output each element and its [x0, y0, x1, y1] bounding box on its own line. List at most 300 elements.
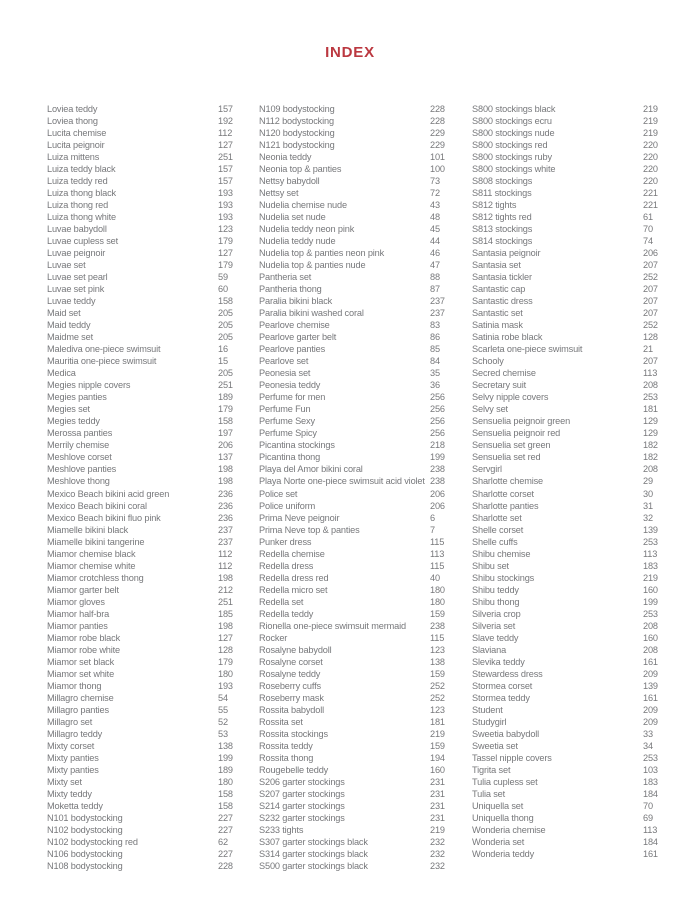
entry-label: Stormea corset — [472, 680, 533, 691]
entry-label: Redella chemise — [259, 548, 325, 559]
entry-page-number: 179 — [218, 656, 233, 667]
entry-label: Millagro chemise — [47, 692, 114, 703]
index-entry — [259, 439, 464, 451]
entry-page-number: 238 — [430, 464, 445, 475]
entry-label: Shibu thong — [472, 596, 520, 607]
entry-page-number: 115 — [430, 536, 445, 547]
entry-page-number: 256 — [430, 404, 445, 415]
index-entry — [472, 427, 677, 439]
index-column-3 — [472, 103, 677, 860]
index-entry — [259, 235, 464, 247]
entry-label: Picantina thong — [259, 452, 321, 463]
index-entry — [259, 463, 464, 475]
index-entry — [259, 764, 464, 776]
entry-label: Santasia tickler — [472, 272, 532, 283]
entry-page-number: 115 — [430, 632, 445, 643]
index-entry — [47, 259, 252, 271]
index-entry — [259, 848, 464, 860]
index-entry — [259, 824, 464, 836]
entry-label: Miamor panties — [47, 620, 108, 631]
entry-label: Rossita teddy — [259, 740, 313, 751]
entry-label: Nudelia top & panties nude — [259, 260, 366, 271]
entry-label: Scarleta one-piece swimsuit — [472, 344, 583, 355]
index-entry — [472, 668, 677, 680]
entry-page-number: 220 — [643, 140, 658, 151]
entry-label: Megies set — [47, 404, 90, 415]
entry-label: S808 stockings — [472, 176, 533, 187]
entry-page-number: 85 — [430, 344, 440, 355]
entry-label: Police set — [259, 488, 298, 499]
entry-label: S800 stockings nude — [472, 128, 555, 139]
entry-page-number: 48 — [430, 212, 440, 223]
index-entry — [472, 463, 677, 475]
entry-page-number: 138 — [430, 656, 445, 667]
index-entry — [47, 307, 252, 319]
entry-label: Shelle cuffs — [472, 536, 518, 547]
index-entry — [47, 163, 252, 175]
entry-page-number: 139 — [643, 680, 658, 691]
entry-label: Sensuelia peignoir green — [472, 416, 571, 427]
entry-label: Tassel nipple covers — [472, 752, 552, 763]
index-entry — [47, 716, 252, 728]
index-entry — [472, 103, 677, 115]
entry-page-number: 55 — [218, 704, 228, 715]
index-entry — [472, 439, 677, 451]
index-entry — [472, 151, 677, 163]
index-entry — [47, 415, 252, 427]
entry-page-number: 21 — [643, 344, 653, 355]
entry-label: Playa Norte one-piece swimsuit acid violet — [259, 476, 425, 487]
entry-label: Perfume Spicy — [259, 428, 317, 439]
entry-label: Satinia robe black — [472, 332, 543, 343]
entry-label: Uniquella thong — [472, 812, 534, 823]
entry-label: Luvae babydoll — [47, 224, 107, 235]
entry-page-number: 101 — [430, 152, 445, 163]
entry-page-number: 160 — [643, 632, 658, 643]
entry-page-number: 199 — [218, 752, 233, 763]
entry-page-number: 113 — [643, 368, 658, 379]
index-entry — [259, 776, 464, 788]
entry-label: Sharlotte chemise — [472, 476, 543, 487]
index-entry — [259, 307, 464, 319]
page-title: INDEX — [325, 44, 375, 61]
entry-page-number: 206 — [430, 488, 445, 499]
index-entry — [47, 463, 252, 475]
entry-label: Medica — [47, 368, 76, 379]
index-entry — [472, 704, 677, 716]
index-entry — [259, 644, 464, 656]
index-entry — [472, 247, 677, 259]
index-entry — [472, 560, 677, 572]
index-entry — [47, 740, 252, 752]
entry-label: Paralia bikini washed coral — [259, 308, 364, 319]
entry-label: Rosalyne teddy — [259, 668, 321, 679]
entry-page-number: 194 — [430, 752, 445, 763]
entry-page-number: 158 — [218, 800, 233, 811]
index-entry — [47, 620, 252, 632]
index-entry — [259, 175, 464, 187]
index-entry — [47, 355, 252, 367]
entry-label: Loviea teddy — [47, 104, 98, 114]
index-entry — [47, 199, 252, 211]
entry-label: Redella teddy — [259, 608, 314, 619]
entry-label: Neonia top & panties — [259, 164, 342, 175]
index-entry — [47, 500, 252, 512]
entry-label: S800 stockings black — [472, 104, 556, 114]
entry-label: Secred chemise — [472, 368, 536, 379]
entry-page-number: 205 — [218, 320, 233, 331]
entry-label: Miamor robe white — [47, 644, 121, 655]
entry-label: Pearlove chemise — [259, 320, 330, 331]
index-column-1 — [47, 103, 252, 872]
index-entry — [47, 728, 252, 740]
entry-label: Luvae set pearl — [47, 272, 108, 283]
entry-page-number: 128 — [643, 332, 658, 343]
index-entry — [47, 127, 252, 139]
entry-page-number: 35 — [430, 368, 440, 379]
index-entry — [47, 668, 252, 680]
entry-page-number: 205 — [218, 368, 233, 379]
entry-label: Luvae set — [47, 260, 86, 271]
entry-page-number: 253 — [643, 392, 658, 403]
entry-page-number: 179 — [218, 404, 233, 415]
entry-page-number: 256 — [430, 416, 445, 427]
entry-label: Miamor set black — [47, 656, 115, 667]
index-entry — [259, 139, 464, 151]
entry-label: Millagro teddy — [47, 728, 103, 739]
index-entry — [47, 223, 252, 235]
entry-label: Prima Neve top & panties — [259, 524, 360, 535]
entry-label: Shibu set — [472, 560, 509, 571]
index-entry — [47, 596, 252, 608]
index-entry — [47, 536, 252, 548]
index-entry — [472, 788, 677, 800]
entry-page-number: 193 — [218, 200, 233, 211]
entry-page-number: 229 — [430, 128, 445, 139]
entry-label: Roseberry cuffs — [259, 680, 321, 691]
entry-page-number: 182 — [643, 452, 658, 463]
entry-label: Slevika teddy — [472, 656, 525, 667]
index-entry — [259, 512, 464, 524]
entry-page-number: 208 — [643, 380, 658, 391]
entry-label: Mauritia one-piece swimsuit — [47, 356, 157, 367]
index-entry — [472, 211, 677, 223]
entry-page-number: 198 — [218, 464, 233, 475]
entry-label: Redella micro set — [259, 584, 328, 595]
entry-page-number: 253 — [643, 536, 658, 547]
entry-label: Rosalyne corset — [259, 656, 323, 667]
entry-page-number: 159 — [430, 668, 445, 679]
index-entry — [259, 355, 464, 367]
entry-page-number: 208 — [643, 464, 658, 475]
index-entry — [259, 536, 464, 548]
entry-page-number: 209 — [643, 716, 658, 727]
index-entry — [472, 115, 677, 127]
entry-page-number: 227 — [218, 848, 233, 859]
index-entry — [472, 199, 677, 211]
entry-label: Luiza teddy black — [47, 164, 116, 175]
entry-page-number: 61 — [643, 212, 653, 223]
entry-page-number: 252 — [643, 272, 658, 283]
entry-page-number: 207 — [643, 356, 658, 367]
entry-page-number: 60 — [218, 284, 228, 295]
entry-label: S214 garter stockings — [259, 800, 345, 811]
index-entry — [472, 680, 677, 692]
entry-label: S500 garter stockings black — [259, 860, 368, 871]
entry-label: Luiza teddy red — [47, 176, 108, 187]
entry-page-number: 115 — [430, 560, 445, 571]
entry-page-number: 220 — [643, 176, 658, 187]
index-entry — [47, 800, 252, 812]
index-entry — [47, 139, 252, 151]
entry-page-number: 73 — [430, 176, 440, 187]
entry-label: S307 garter stockings black — [259, 836, 368, 847]
index-entry — [472, 524, 677, 536]
entry-page-number: 206 — [218, 440, 233, 451]
entry-page-number: 228 — [430, 116, 445, 127]
entry-page-number: 69 — [643, 812, 653, 823]
entry-label: Miamor chemise black — [47, 548, 136, 559]
entry-label: Malediva one-piece swimsuit — [47, 344, 161, 355]
entry-page-number: 183 — [643, 776, 658, 787]
index-entry — [472, 355, 677, 367]
entry-label: Millagro panties — [47, 704, 109, 715]
entry-page-number: 184 — [643, 836, 658, 847]
entry-page-number: 197 — [218, 428, 233, 439]
index-entry — [472, 620, 677, 632]
index-entry — [47, 235, 252, 247]
index-entry — [472, 632, 677, 644]
index-entry — [47, 331, 252, 343]
index-entry — [259, 752, 464, 764]
entry-label: S813 stockings — [472, 224, 533, 235]
entry-page-number: 252 — [643, 320, 658, 331]
index-entry — [472, 548, 677, 560]
entry-label: Nudelia set nude — [259, 212, 326, 223]
entry-page-number: 123 — [430, 704, 445, 715]
entry-page-number: 193 — [218, 212, 233, 223]
index-entry — [259, 596, 464, 608]
entry-page-number: 127 — [218, 632, 233, 643]
entry-label: Mixty corset — [47, 740, 95, 751]
entry-label: Slave teddy — [472, 632, 519, 643]
entry-label: Sharlotte panties — [472, 500, 539, 511]
entry-label: S314 garter stockings black — [259, 848, 368, 859]
index-entry — [259, 379, 464, 391]
entry-page-number: 160 — [430, 764, 445, 775]
entry-label: Mixty teddy — [47, 788, 92, 799]
index-entry — [259, 223, 464, 235]
index-entry — [259, 740, 464, 752]
index-entry — [472, 752, 677, 764]
entry-page-number: 137 — [218, 452, 233, 463]
entry-page-number: 219 — [430, 728, 445, 739]
entry-label: Meshlove corset — [47, 452, 112, 463]
entry-page-number: 181 — [430, 716, 445, 727]
entry-page-number: 237 — [218, 536, 233, 547]
entry-label: Picantina stockings — [259, 440, 335, 451]
index-entry — [472, 656, 677, 668]
entry-page-number: 70 — [643, 224, 653, 235]
entry-page-number: 180 — [430, 584, 445, 595]
entry-page-number: 219 — [643, 128, 658, 139]
entry-page-number: 112 — [218, 548, 233, 559]
entry-page-number: 185 — [218, 608, 233, 619]
entry-label: S811 stockings — [472, 188, 532, 199]
entry-label: Studygirl — [472, 716, 507, 727]
entry-page-number: 157 — [218, 176, 233, 187]
index-entry — [472, 175, 677, 187]
entry-page-number: 205 — [218, 332, 233, 343]
index-entry — [472, 728, 677, 740]
index-entry — [47, 860, 252, 872]
entry-label: Mixty panties — [47, 764, 99, 775]
index-entry — [472, 367, 677, 379]
index-entry — [47, 644, 252, 656]
entry-label: S207 garter stockings — [259, 788, 345, 799]
entry-label: Luiza thong white — [47, 212, 116, 223]
entry-page-number: 251 — [218, 380, 233, 391]
entry-label: N102 bodystocking red — [47, 836, 138, 847]
entry-label: Tigrita set — [472, 764, 511, 775]
index-entry — [259, 716, 464, 728]
entry-page-number: 229 — [430, 140, 445, 151]
entry-label: S800 stockings red — [472, 140, 548, 151]
entry-label: Sharlotte corset — [472, 488, 534, 499]
index-entry — [472, 572, 677, 584]
index-entry — [472, 584, 677, 596]
entry-label: Nudelia top & panties neon pink — [259, 248, 385, 259]
entry-label: Pantheria thong — [259, 284, 322, 295]
entry-page-number: 161 — [643, 848, 658, 859]
index-entry — [259, 560, 464, 572]
entry-label: S232 garter stockings — [259, 812, 345, 823]
index-entry — [47, 680, 252, 692]
entry-label: Luiza thong black — [47, 188, 116, 199]
entry-page-number: 212 — [218, 584, 233, 595]
entry-label: Tulia set — [472, 788, 506, 799]
entry-label: Shibu chemise — [472, 548, 531, 559]
index-entry — [47, 475, 252, 487]
entry-label: Miamelle bikini tangerine — [47, 536, 145, 547]
index-entry — [47, 512, 252, 524]
entry-page-number: 236 — [218, 488, 233, 499]
entry-label: Santastic set — [472, 308, 523, 319]
index-entry — [259, 151, 464, 163]
index-entry — [259, 584, 464, 596]
entry-label: Lucita peignoir — [47, 140, 105, 151]
index-entry — [472, 836, 677, 848]
index-entry — [259, 812, 464, 824]
entry-label: Rougebelle teddy — [259, 764, 329, 775]
entry-label: Peonesia teddy — [259, 380, 321, 391]
entry-label: Merrily chemise — [47, 440, 110, 451]
entry-label: Luvae set pink — [47, 284, 105, 295]
entry-label: Mixty set — [47, 776, 82, 787]
entry-label: Mixty panties — [47, 752, 99, 763]
index-entry — [472, 608, 677, 620]
index-entry — [472, 644, 677, 656]
index-entry — [472, 800, 677, 812]
index-entry — [472, 692, 677, 704]
entry-page-number: 129 — [643, 428, 658, 439]
index-entry — [259, 343, 464, 355]
entry-label: N102 bodystocking — [47, 824, 123, 835]
entry-page-number: 207 — [643, 260, 658, 271]
index-entry — [259, 788, 464, 800]
entry-label: Sensuelia set green — [472, 440, 551, 451]
entry-label: Millagro set — [47, 716, 93, 727]
index-entry — [472, 415, 677, 427]
entry-page-number: 46 — [430, 248, 440, 259]
entry-label: Miamor chemise white — [47, 560, 136, 571]
entry-page-number: 160 — [643, 584, 658, 595]
entry-page-number: 44 — [430, 236, 440, 247]
entry-page-number: 220 — [643, 164, 658, 175]
entry-label: S812 tights red — [472, 212, 532, 223]
entry-page-number: 219 — [643, 104, 658, 114]
index-entry — [472, 740, 677, 752]
entry-label: N121 bodystocking — [259, 140, 335, 151]
index-entry — [472, 848, 677, 860]
entry-page-number: 112 — [218, 560, 233, 571]
entry-page-number: 232 — [430, 860, 445, 871]
entry-label: S800 stockings ecru — [472, 116, 552, 127]
entry-page-number: 180 — [218, 668, 233, 679]
entry-label: S233 tights — [259, 824, 304, 835]
index-entry — [259, 548, 464, 560]
entry-label: Loviea thong — [47, 116, 98, 127]
entry-page-number: 43 — [430, 200, 440, 211]
entry-page-number: 127 — [218, 140, 233, 151]
entry-page-number: 209 — [643, 704, 658, 715]
entry-page-number: 198 — [218, 572, 233, 583]
index-entry — [472, 824, 677, 836]
entry-page-number: 252 — [430, 680, 445, 691]
index-entry — [47, 211, 252, 223]
index-entry — [259, 331, 464, 343]
index-entry — [47, 103, 252, 115]
entry-label: Sensuelia set red — [472, 452, 541, 463]
entry-page-number: 33 — [643, 728, 653, 739]
entry-label: Uniquella set — [472, 800, 524, 811]
index-entry — [47, 343, 252, 355]
entry-page-number: 183 — [643, 560, 658, 571]
entry-page-number: 138 — [218, 740, 233, 751]
entry-label: Sweetia set — [472, 740, 518, 751]
entry-label: Peonesia set — [259, 368, 311, 379]
entry-label: S206 garter stockings — [259, 776, 345, 787]
entry-page-number: 32 — [643, 512, 653, 523]
index-entry — [259, 283, 464, 295]
entry-page-number: 88 — [430, 272, 440, 283]
entry-page-number: 113 — [643, 824, 658, 835]
index-entry — [472, 812, 677, 824]
index-entry — [47, 283, 252, 295]
entry-page-number: 219 — [430, 824, 445, 835]
index-entry — [47, 151, 252, 163]
index-entry — [47, 271, 252, 283]
index-entry — [259, 115, 464, 127]
entry-label: Santasia peignoir — [472, 248, 541, 259]
entry-label: Mexico Beach bikini acid green — [47, 488, 170, 499]
index-entry — [47, 788, 252, 800]
entry-page-number: 206 — [643, 248, 658, 259]
entry-page-number: 159 — [430, 608, 445, 619]
entry-label: Secretary suit — [472, 380, 527, 391]
entry-page-number: 123 — [218, 224, 233, 235]
entry-page-number: 159 — [430, 740, 445, 751]
